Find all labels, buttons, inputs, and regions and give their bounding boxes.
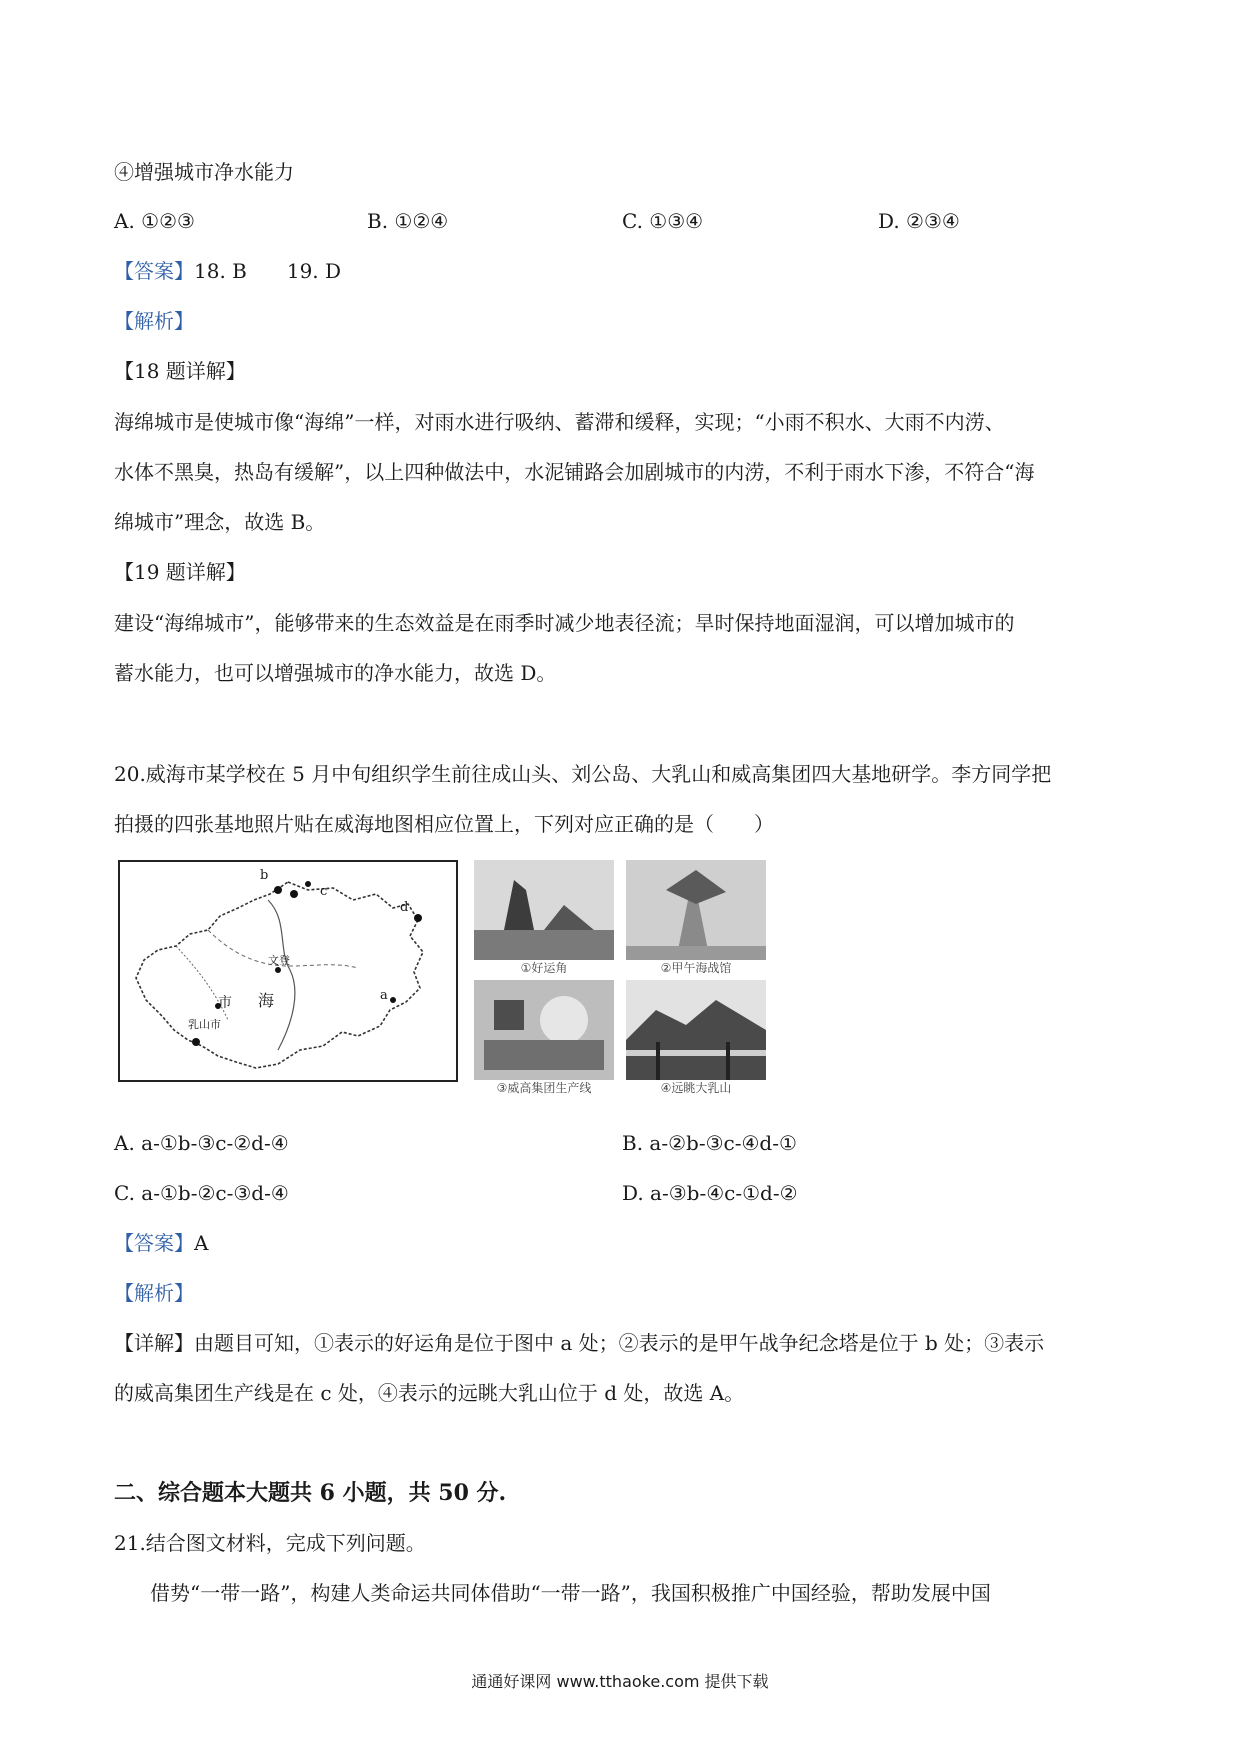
photo-4-caption: ④远眺大乳山 — [660, 1081, 732, 1095]
q20-option-c: C. a-①b-②c-③d-④ — [114, 1181, 289, 1205]
map-label-a: a — [380, 988, 388, 1003]
detail-19-line-2: 蓄水能力，也可以增强城市的净水能力，故选 D。 — [114, 661, 557, 685]
weihai-map — [118, 860, 458, 1082]
q20-detail-tag: 【详解】 — [114, 1331, 194, 1355]
photo-4-image — [626, 980, 766, 1080]
map-label-c: c — [320, 884, 328, 899]
map-label-hai: 海 — [258, 991, 275, 1010]
photo-3-caption: ③威高集团生产线 — [496, 1081, 592, 1095]
photo-2 — [626, 860, 766, 976]
answer-text: 18. B 19. D — [194, 259, 342, 283]
q20-detail-line-2: 的威高集团生产线是在 c 处，④表示的远眺大乳山位于 d 处，故选 A。 — [114, 1381, 745, 1405]
detail-18-line-1: 海绵城市是使城市像“海绵”一样，对雨水进行吸纳、蓄滞和缓释，实现；“小雨不积水、大雨不内涝、 — [114, 410, 1005, 434]
map-label-shi: 市 — [218, 995, 232, 1011]
q20-detail-text-1: 由题目可知，①表示的好运角是位于图中 a 处；②表示的是甲午战争纪念塔是位于 b 处；③表示 — [194, 1331, 1045, 1355]
photo-1-image — [474, 860, 614, 960]
answer-tag: 【答案】 — [114, 259, 194, 283]
detail-18-line-2: 水体不黑臭，热岛有缓解”，以上四种做法中，水泥铺路会加剧城市的内涝，不利于雨水下渗，不符合“海 — [114, 460, 1035, 484]
q19-option-b: B. ①②④ — [367, 209, 449, 233]
weihai-map-drawing — [118, 860, 458, 1082]
q20-answer — [114, 1228, 208, 1258]
q20-answer-text: A — [194, 1231, 209, 1255]
q20-option-b: B. a-②b-③c-④d-① — [622, 1131, 797, 1155]
q18-19-analysis-tag: 【解析】 — [114, 309, 194, 333]
map-label-b: b — [260, 868, 269, 883]
q21-material: 借势“一带一路”，构建人类命运共同体借助“一带一路”，我国积极推广中国经验，帮助发展中国 — [150, 1581, 991, 1605]
q20-option-a: A. a-①b-③c-②d-④ — [114, 1131, 289, 1155]
detail-19-line-1: 建设“海绵城市”，能够带来的生态效益是在雨季时减少地表径流；旱时保持地面湿润，可以增加城市的 — [114, 611, 1015, 635]
q20-option-d: D. a-③b-④c-①d-② — [622, 1181, 798, 1205]
q20-detail-line-1 — [114, 1328, 1044, 1358]
photo-1 — [474, 860, 614, 976]
q20-stem-line-1: 20.威海市某学校在 5 月中旬组织学生前往成山头、刘公岛、大乳山和威高集团四大基地研学。李方同学把 — [114, 762, 1052, 786]
photo-2-caption: ②甲午海战馆 — [660, 961, 732, 975]
photo-3-image — [474, 980, 614, 1080]
q19-item-4: ④增强城市净水能力 — [114, 160, 294, 184]
q18-19-answer — [114, 256, 341, 286]
detail-18-title: 【18 题详解】 — [114, 359, 246, 383]
map-label-d: d — [400, 900, 409, 915]
q20-stem-line-2: 拍摄的四张基地照片贴在威海地图相应位置上，下列对应正确的是（ ） — [114, 812, 774, 836]
q19-option-d: D. ②③④ — [878, 209, 960, 233]
q20-answer-tag: 【答案】 — [114, 1231, 194, 1255]
q21-stem: 21.结合图文材料，完成下列问题。 — [114, 1531, 426, 1555]
photo-4 — [626, 980, 766, 1096]
photo-1-caption: ①好运角 — [520, 961, 568, 975]
q19-option-c: C. ①③④ — [622, 209, 704, 233]
detail-18-line-3: 绵城市”理念，故选 B。 — [114, 510, 326, 534]
detail-19-title: 【19 题详解】 — [114, 560, 246, 584]
section-2-heading: 二、综合题本大题共 6 小题，共 50 分. — [114, 1480, 507, 1506]
map-label-wendeng: 文登 — [268, 954, 290, 967]
q20-analysis-tag: 【解析】 — [114, 1281, 194, 1305]
page-footer: 通通好课网 www.tthaoke.com 提供下载 — [471, 1672, 769, 1691]
map-label-rushan: 乳山市 — [188, 1018, 221, 1031]
photo-3 — [474, 980, 614, 1096]
q19-option-a: A. ①②③ — [114, 209, 195, 233]
photo-2-image — [626, 860, 766, 960]
